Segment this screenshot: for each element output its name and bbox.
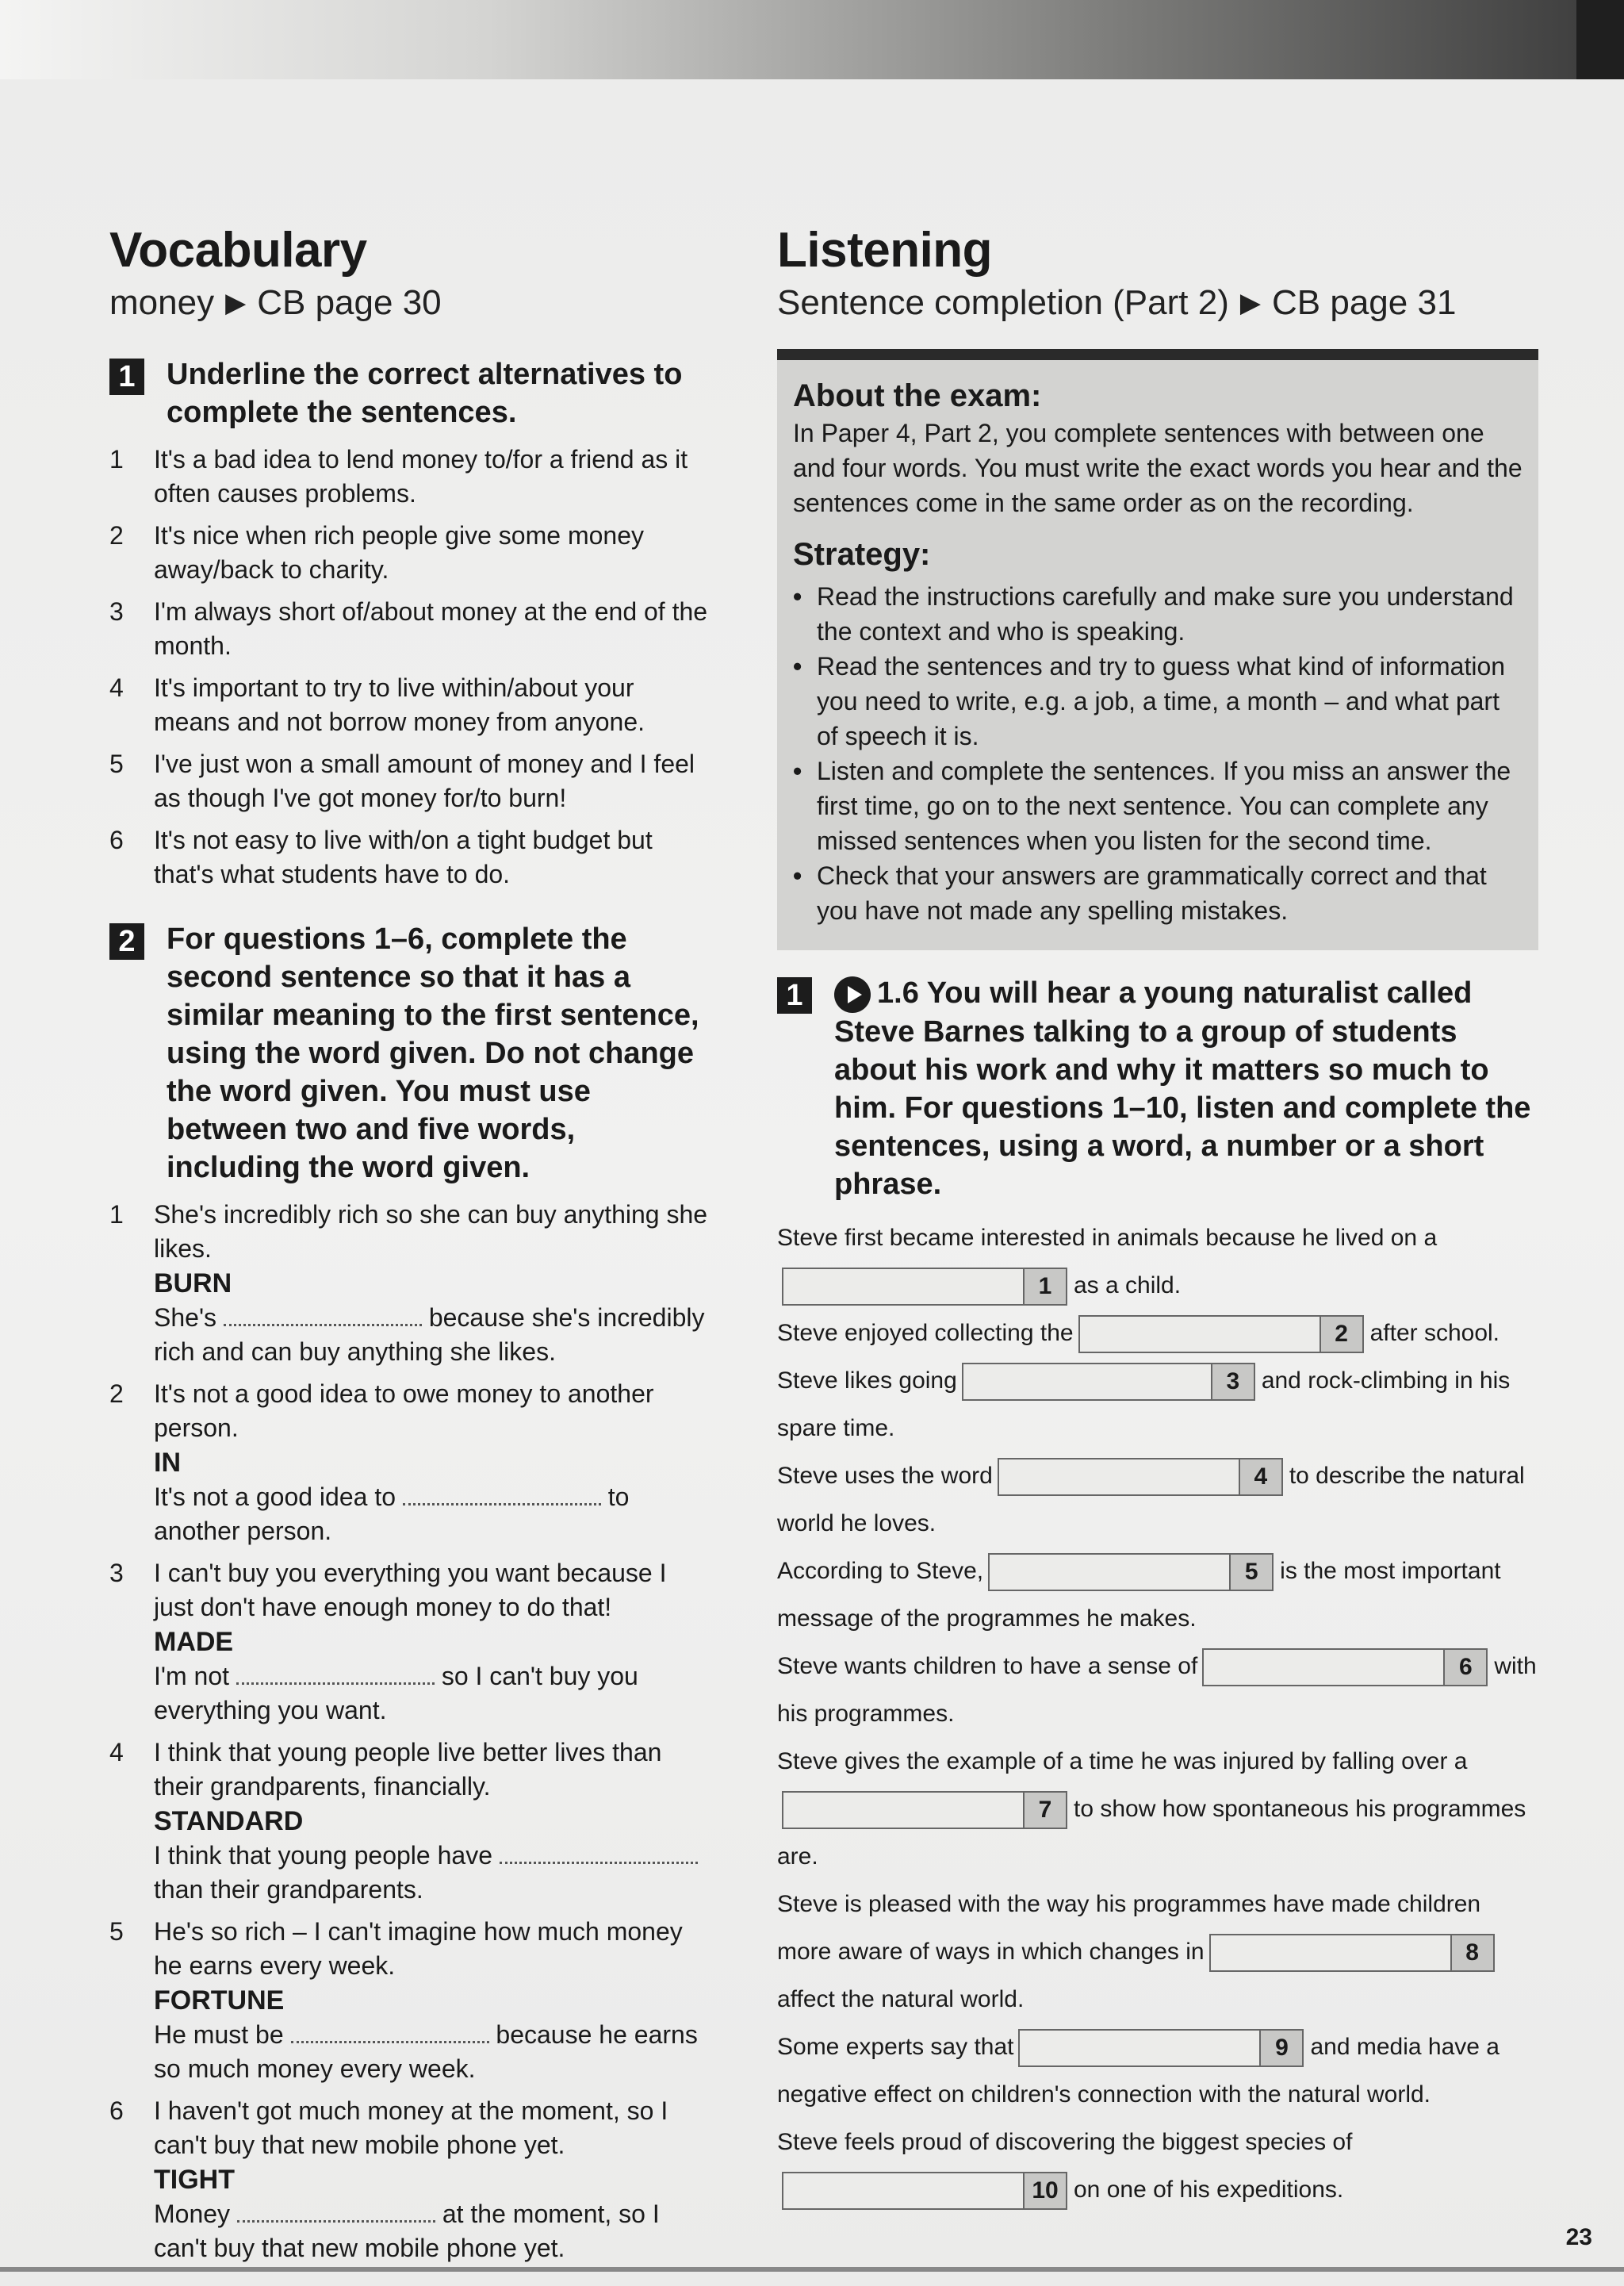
answer-box[interactable] (1209, 1934, 1495, 1972)
gap-suffix: because he earns so much money every week. (154, 2020, 698, 2083)
banner-tab (1576, 0, 1624, 79)
strategy-text: Read the sentences and try to guess what kind of information you need to write, e.g. a job, a time, a month – and what part of speech it is. (817, 652, 1506, 750)
gap-prefix: It's not a good idea to (154, 1482, 396, 1511)
strategy-heading: Strategy: (793, 537, 931, 572)
bullet-icon: • (793, 757, 802, 785)
key-word: STANDARD (154, 1806, 304, 1836)
item-number: 2 (109, 521, 124, 550)
item-text[interactable]: It's important to try to live within/about your means and not borrow money from anyone. (154, 673, 645, 736)
listening-section (777, 222, 1538, 2214)
gap-suffix: than their grandparents. (154, 1875, 423, 1904)
sentence-end: affect the natural world. (777, 1985, 1025, 2012)
about-heading: About the exam: (793, 378, 1042, 413)
section-title: Vocabulary (109, 223, 367, 278)
list-item (777, 1310, 1538, 1357)
right-triangle-icon: ▶ (225, 288, 247, 318)
gap-prefix: Money (154, 2200, 231, 2228)
item-text[interactable]: It's a bad idea to lend money to/for a friend as it often causes problems. (154, 445, 688, 508)
exercise-number: 2 (109, 923, 144, 960)
answer-box[interactable] (998, 1458, 1283, 1496)
section-subtitle (109, 279, 712, 327)
gap-suffix: to another person. (154, 1482, 630, 1545)
box-number: 2 (1320, 1317, 1362, 1352)
coursebook-reference: CB page 31 (1272, 283, 1457, 322)
item-number: 3 (109, 1559, 124, 1587)
list-item (777, 1881, 1538, 2023)
list-item (777, 2023, 1538, 2119)
item-number: 4 (109, 673, 124, 702)
vocabulary-section (109, 222, 712, 2273)
sentence-end: as a child. (1074, 1271, 1182, 1298)
list-item (109, 595, 712, 663)
item-text[interactable]: It's not easy to live with/on a tight budget but that's what students have to do. (154, 826, 653, 888)
key-word: FORTUNE (154, 1985, 285, 2016)
sentence-start: Steve gives the example of a time he was injured by falling over a (777, 1747, 1468, 1774)
list-item (109, 1915, 712, 2086)
gap-prefix: She's (154, 1303, 217, 1332)
subtitle-topic: Sentence completion (Part 2) (777, 283, 1229, 322)
item-number: 4 (109, 1738, 124, 1766)
list-item (777, 2119, 1538, 2214)
item-number: 1 (109, 1200, 124, 1229)
track-number: 1.6 (877, 976, 919, 1010)
section-title: Listening (777, 223, 993, 278)
exercise-2-items (109, 1198, 712, 2265)
sentence-end: after school. (1369, 1319, 1500, 1346)
item-text[interactable]: It's nice when rich people give some money away/back to charity. (154, 521, 644, 584)
coursebook-reference: CB page 30 (257, 283, 442, 322)
box-number: 5 (1229, 1555, 1272, 1590)
gap-prefix: I'm not (154, 1662, 230, 1690)
sentence-start: Steve enjoyed collecting the (777, 1319, 1074, 1346)
key-word: MADE (154, 1627, 234, 1657)
box-number: 1 (1023, 1269, 1066, 1304)
answer-gap[interactable] (237, 2200, 435, 2223)
bullet-icon: • (793, 861, 802, 890)
sentence-start: Steve is pleased with the way his programmes have made children more aware of ways in which changes in (777, 1890, 1481, 1965)
list-item (109, 823, 712, 892)
exercise-1-header (109, 355, 712, 432)
box-number: 9 (1259, 2031, 1302, 2065)
instruction-text: You will hear a young naturalist called Steve Barnes talking to a group of students about his work and why it matters so much to him. For questions 1–10, listen and complete the sentences, using a word, a number or a short phrase. (834, 976, 1531, 1201)
sentence-start: Steve feels proud of discovering the biggest species of (777, 2128, 1353, 2155)
sentence-end: with his programmes. (777, 1652, 1537, 1727)
key-word: TIGHT (154, 2165, 235, 2195)
gap-suffix: so I can't buy you everything you want. (154, 1662, 638, 1724)
sentence-start: According to Steve, (777, 1557, 984, 1584)
about-exam-box (777, 360, 1538, 950)
answer-box[interactable] (782, 1268, 1067, 1306)
list-item (777, 1357, 1538, 1452)
sentence-completion-list (777, 1214, 1538, 2214)
gap-suffix: at the moment, so I can't buy that new mobile phone yet. (154, 2200, 660, 2262)
item-text: She's incredibly rich so she can buy anything she likes. (154, 1200, 708, 1263)
answer-box[interactable] (988, 1553, 1274, 1591)
list-item (109, 1377, 712, 1548)
list-item (109, 443, 712, 511)
list-item (109, 1736, 712, 1907)
gap-prefix: He must be (154, 2020, 284, 2049)
list-item (793, 649, 1522, 754)
right-triangle-icon: ▶ (1239, 288, 1262, 318)
list-item (109, 1198, 712, 1369)
answer-box[interactable] (1018, 2029, 1304, 2067)
answer-box[interactable] (1202, 1648, 1488, 1686)
about-text: In Paper 4, Part 2, you complete sentences with between one and four words. You must write the exact words you hear and the sentences come in the same order as on the recording. (793, 419, 1522, 517)
item-text[interactable]: I've just won a small amount of money and I feel as though I've got money for/to burn! (154, 750, 695, 812)
list-item (109, 671, 712, 739)
answer-box[interactable] (782, 2172, 1067, 2210)
list-item (109, 2094, 712, 2265)
answer-box[interactable] (782, 1791, 1067, 1829)
sentence-end: to show how spontaneous his programmes are. (777, 1795, 1526, 1870)
exercise-2-header (109, 920, 712, 1187)
bullet-icon: • (793, 582, 802, 611)
item-number: 3 (109, 597, 124, 626)
item-text: I can't buy you everything you want because I just don't have enough money to do that! (154, 1559, 667, 1621)
answer-gap[interactable] (291, 2020, 489, 2043)
strategy-text: Read the instructions carefully and make sure you understand the context and who is speaking. (817, 582, 1514, 646)
subtitle-topic: money (109, 283, 215, 322)
top-banner (0, 0, 1624, 79)
sentence-start: Some experts say that (777, 2033, 1014, 2060)
box-number: 4 (1239, 1459, 1281, 1494)
list-item (777, 1452, 1538, 1548)
sentence-end: on one of his expeditions. (1074, 2176, 1344, 2203)
item-text: I think that young people live better lives than their grandparents, financially. (154, 1738, 662, 1801)
sentence-start: Steve wants children to have a sense of (777, 1652, 1198, 1679)
item-text: He's so rich – I can't imagine how much money he earns every week. (154, 1917, 683, 1980)
sentence-end: and rock-climbing in his spare time. (777, 1367, 1511, 1441)
item-number: 5 (109, 750, 124, 778)
workbook-page (0, 79, 1624, 2286)
sentence-start: Steve uses the word (777, 1462, 993, 1489)
list-item (777, 1548, 1538, 1643)
list-item (793, 858, 1522, 928)
section-subtitle (777, 279, 1538, 327)
answer-box[interactable] (962, 1363, 1255, 1401)
item-text: I haven't got much money at the moment, so I can't buy that new mobile phone yet. (154, 2096, 668, 2159)
exercise-1-items (109, 443, 712, 892)
exercise-number: 1 (109, 359, 144, 395)
list-item (109, 747, 712, 815)
strategy-list (793, 579, 1522, 928)
item-number: 6 (109, 2096, 124, 2125)
list-item (777, 1738, 1538, 1881)
list-item (777, 1214, 1538, 1310)
list-item (793, 579, 1522, 649)
box-number: 8 (1450, 1935, 1493, 1970)
box-number: 6 (1443, 1650, 1486, 1685)
list-item (777, 1643, 1538, 1738)
box-top-rule (777, 349, 1538, 360)
page-number: 23 (1565, 2224, 1592, 2250)
key-word: BURN (154, 1268, 232, 1298)
item-number: 5 (109, 1917, 124, 1946)
list-item (109, 1556, 712, 1728)
exercise-instruction (834, 974, 1538, 1203)
exercise-instruction: For questions 1–6, complete the second sentence so that it has a similar meaning to the first sentence, using the word given. Do not change the word given. You must use between two and five words, including the word given. (167, 922, 699, 1184)
gap-suffix: because she's incredibly rich and can buy anything she likes. (154, 1303, 705, 1366)
gap-prefix: I think that young people have (154, 1841, 492, 1870)
listening-exercise-header (777, 974, 1538, 1203)
sentence-end: and media have a negative effect on children's connection with the natural world. (777, 2033, 1500, 2108)
answer-gap[interactable] (403, 1482, 601, 1505)
answer-gap[interactable] (236, 1662, 435, 1685)
bullet-icon: • (793, 652, 802, 681)
item-number: 1 (109, 445, 124, 474)
list-item (109, 519, 712, 587)
key-word: IN (154, 1448, 181, 1478)
page-bottom-rule (0, 2267, 1624, 2272)
box-number: 10 (1023, 2173, 1066, 2208)
strategy-text: Check that your answers are grammatically correct and that you have not made any spelling mistakes. (817, 861, 1487, 925)
list-item (793, 754, 1522, 858)
item-text[interactable]: I'm always short of/about money at the end of the month. (154, 597, 708, 660)
exercise-instruction: Underline the correct alternatives to complete the sentences. (167, 358, 683, 429)
item-text: It's not a good idea to owe money to another person. (154, 1379, 654, 1442)
play-icon[interactable] (834, 976, 871, 1013)
box-number: 7 (1023, 1793, 1066, 1828)
box-number: 3 (1211, 1364, 1254, 1399)
sentence-end: is the most important message of the programmes he makes. (777, 1557, 1501, 1632)
item-number: 6 (109, 826, 124, 854)
sentence-start: Steve likes going (777, 1367, 957, 1394)
answer-gap[interactable] (224, 1303, 422, 1326)
answer-box[interactable] (1078, 1315, 1364, 1353)
sentence-start: Steve first became interested in animals because he lived on a (777, 1224, 1438, 1251)
answer-gap[interactable] (500, 1841, 698, 1864)
sentence-end: to describe the natural world he loves. (777, 1462, 1525, 1536)
exercise-number: 1 (777, 977, 812, 1014)
strategy-text: Listen and complete the sentences. If you miss an answer the first time, go on to the next sentence. You can complete any missed sentences when you listen for the second time. (817, 757, 1511, 855)
item-number: 2 (109, 1379, 124, 1408)
